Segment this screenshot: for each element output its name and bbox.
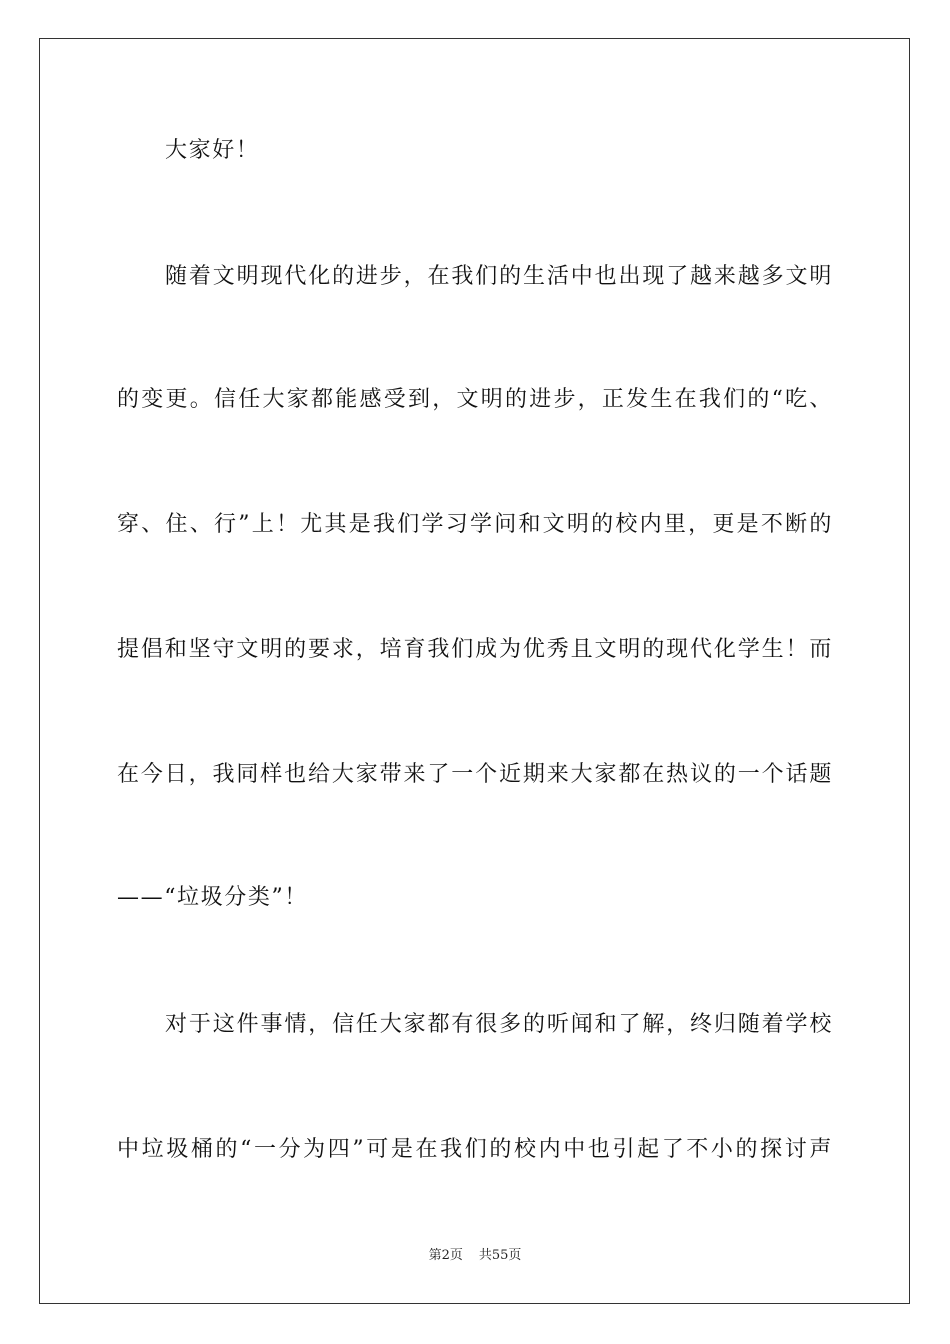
page-footer [0, 1247, 950, 1265]
current-page-label: 第2页 [428, 1248, 463, 1263]
total-pages-label: 共55页 [478, 1248, 522, 1263]
text-line-6: ——“垃圾分类”！ [117, 885, 308, 910]
text-line-1: 随着文明现代化的进步，在我们的生活中也出现了越来越多文明 [165, 264, 833, 289]
text-line-3: 穿、住、行”上！尤其是我们学习学问和文明的校内里，更是不断的 [117, 512, 833, 537]
text-line-greeting: 大家好！ [165, 138, 260, 163]
text-line-4: 提倡和坚守文明的要求，培育我们成为优秀且文明的现代化学生！而 [117, 637, 833, 662]
text-line-8: 中垃圾桶的“一分为四”可是在我们的校内中也引起了不小的探讨声 [117, 1137, 833, 1162]
text-line-7: 对于这件事情，信任大家都有很多的听闻和了解，终归随着学校 [165, 1012, 833, 1037]
page-frame [39, 38, 910, 1304]
text-line-5: 在今日，我同样也给大家带来了一个近期来大家都在热议的一个话题 [117, 762, 833, 787]
text-line-2: 的变更。信任大家都能感受到，文明的进步，正发生在我们的“吃、 [117, 387, 833, 412]
